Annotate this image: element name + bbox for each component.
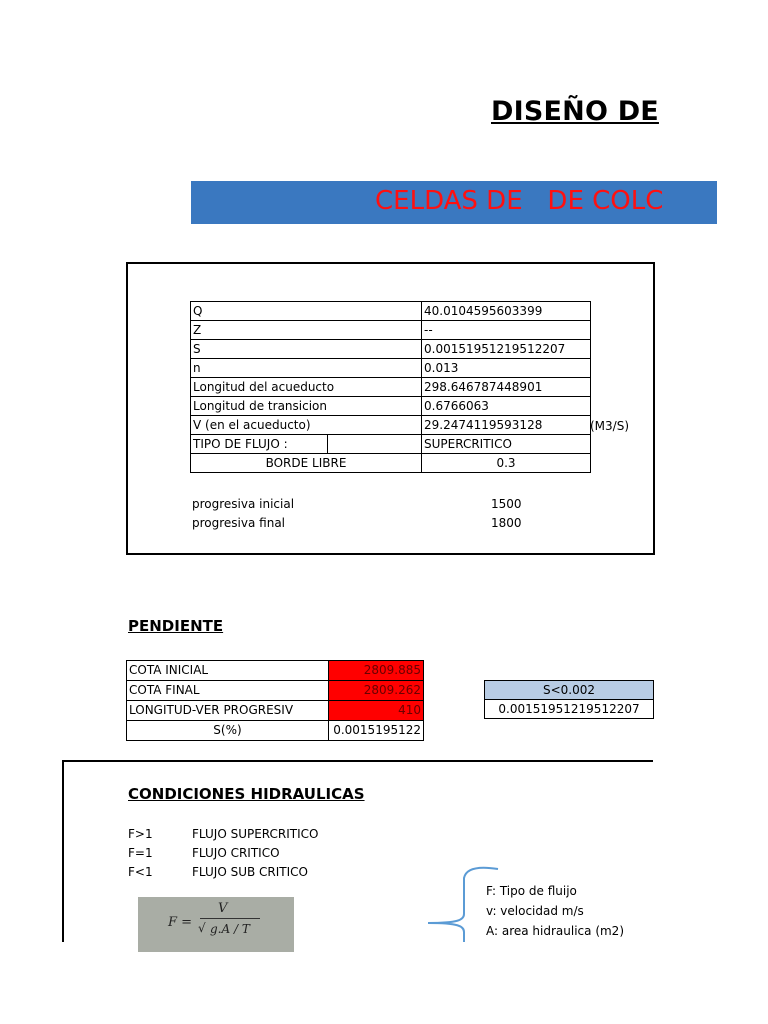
- longitud-label: LONGITUD-VER PROGRESIV: [127, 701, 329, 721]
- param-label: V (en el acueducto): [191, 416, 422, 435]
- borde-libre-value[interactable]: 0.3: [422, 454, 591, 473]
- condition-desc: FLUJO SUB CRITICO: [192, 865, 308, 879]
- table-row: [191, 321, 591, 340]
- s-percent-value[interactable]: 0.0015195122: [329, 721, 424, 741]
- param-value[interactable]: 0.00151951219512207: [422, 340, 591, 359]
- table-row: [191, 416, 591, 435]
- table-row: [127, 721, 424, 741]
- table-row: [127, 661, 424, 681]
- tipo-flujo-value[interactable]: SUPERCRITICO: [422, 435, 591, 454]
- param-value[interactable]: --: [422, 321, 591, 340]
- formula-lhs: F =: [168, 915, 193, 930]
- param-value[interactable]: 0.013: [422, 359, 591, 378]
- progresiva-inicial-label: progresiva inicial: [192, 497, 295, 511]
- conditions-box-top-border: [62, 760, 653, 762]
- condiciones-heading: CONDICIONES HIDRAULICAS: [128, 785, 365, 803]
- table-row: [191, 397, 591, 416]
- table-row: [191, 435, 591, 454]
- slope-check-value[interactable]: 0.00151951219512207: [485, 700, 654, 719]
- table-row: [191, 340, 591, 359]
- condition-code: F=1: [128, 846, 153, 860]
- condition-code: F>1: [128, 827, 153, 841]
- slope-check-table: [484, 680, 654, 719]
- legend-item: A: area hidraulica (m2): [486, 924, 624, 938]
- conditions-box-left-border: [62, 760, 64, 942]
- param-value[interactable]: 40.0104595603399: [422, 302, 591, 321]
- progresiva-final-value[interactable]: 1800: [491, 516, 522, 530]
- s-percent-label: S(%): [127, 721, 329, 741]
- param-value[interactable]: 29.2474119593128: [422, 416, 591, 435]
- param-label: Longitud del acueducto: [191, 378, 422, 397]
- table-row: [485, 681, 654, 700]
- table-row: [191, 302, 591, 321]
- froude-formula-image: [138, 897, 294, 952]
- formula-numerator: V: [218, 901, 228, 916]
- cota-inicial-label: COTA INICIAL: [127, 661, 329, 681]
- condition-code: F<1: [128, 865, 153, 879]
- borde-libre-label: BORDE LIBRE: [191, 454, 422, 473]
- longitud-value[interactable]: 410: [329, 701, 424, 721]
- empty-cell[interactable]: [328, 435, 422, 454]
- condition-desc: FLUJO CRITICO: [192, 846, 280, 860]
- table-row: [127, 701, 424, 721]
- param-label: n: [191, 359, 422, 378]
- pendiente-table: [126, 660, 424, 741]
- legend-item: v: velocidad m/s: [486, 904, 584, 918]
- param-label: S: [191, 340, 422, 359]
- progresiva-inicial-value[interactable]: 1500: [491, 497, 522, 511]
- param-value[interactable]: 0.6766063: [422, 397, 591, 416]
- param-label: Z: [191, 321, 422, 340]
- cota-final-value[interactable]: 2809.262: [329, 681, 424, 701]
- banner: [191, 181, 717, 224]
- progresiva-final-label: progresiva final: [192, 516, 286, 530]
- formula-fraction-bar: [200, 918, 260, 919]
- table-row: [191, 454, 591, 473]
- parameters-table: [190, 301, 591, 473]
- slope-check-header: S<0.002: [485, 681, 654, 700]
- param-label: Longitud de transicion: [191, 397, 422, 416]
- table-row: [485, 700, 654, 719]
- condition-desc: FLUJO SUPERCRITICO: [192, 827, 319, 841]
- param-value[interactable]: 298.646787448901: [422, 378, 591, 397]
- pendiente-heading: PENDIENTE: [128, 617, 224, 635]
- table-row: [191, 378, 591, 397]
- page-title: DISEÑO DE: [491, 96, 659, 127]
- table-row: [127, 681, 424, 701]
- cota-final-label: COTA FINAL: [127, 681, 329, 701]
- table-row: [191, 359, 591, 378]
- formula-denominator: g.A / T: [210, 922, 250, 936]
- tipo-flujo-label: TIPO DE FLUJO :: [191, 435, 328, 454]
- banner-title: CELDAS DE DE COLC: [375, 186, 664, 216]
- unit-label: (M3/S): [590, 419, 630, 433]
- cota-inicial-value[interactable]: 2809.885: [329, 661, 424, 681]
- sqrt-symbol: √: [198, 921, 206, 935]
- legend-item: F: Tipo de fluijo: [486, 884, 577, 898]
- param-label: Q: [191, 302, 422, 321]
